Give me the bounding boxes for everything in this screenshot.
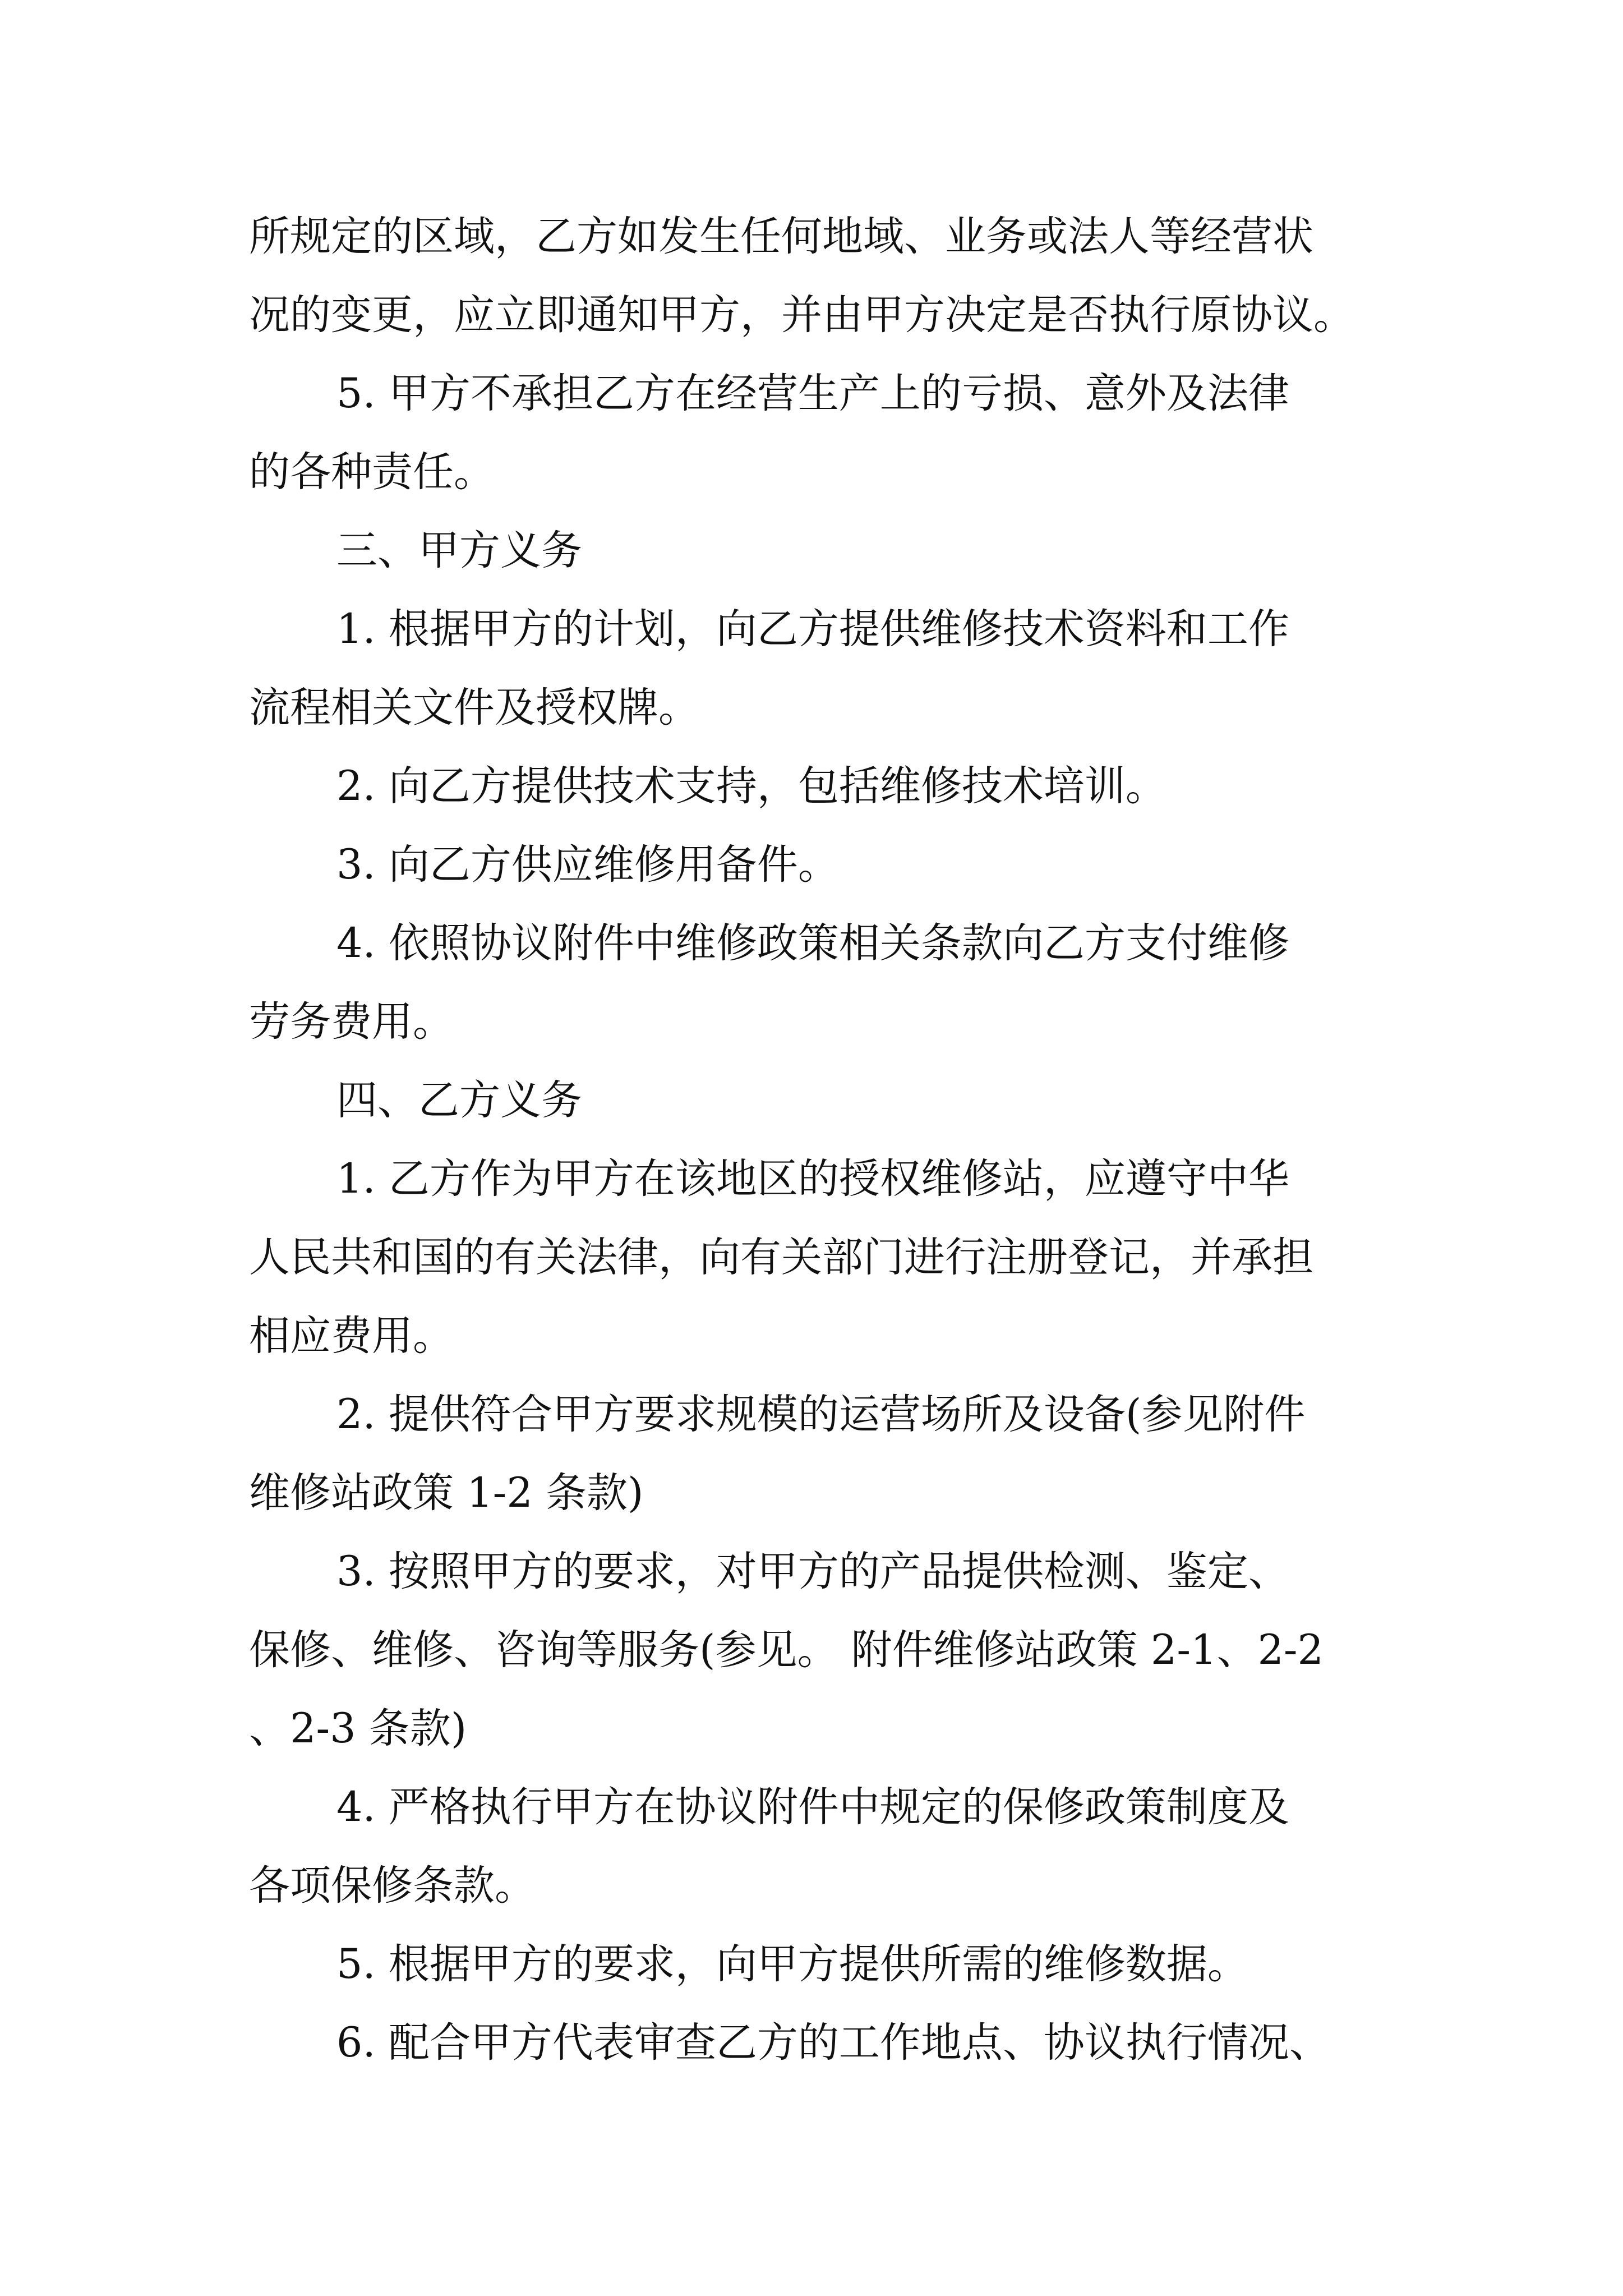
- text-line: 4. 依照协议附件中维修政策相关条款向乙方支付维修: [336, 919, 1289, 967]
- text-line: 的各种责任。: [249, 448, 495, 496]
- section-heading: 三、甲方义务: [336, 527, 582, 574]
- text-line: 况的变更，应立即通知甲方，并由甲方决定是否执行原协议。: [249, 291, 1354, 339]
- text-line: 流程相关文件及授权牌。: [249, 684, 699, 731]
- text-line: 3. 按照甲方的要求，对甲方的产品提供检测、鉴定、: [336, 1548, 1289, 1595]
- text-line: 、2-3 条款): [249, 1705, 467, 1752]
- text-line: 5. 根据甲方的要求，向甲方提供所需的维修数据。: [336, 1940, 1248, 1988]
- text-line: 相应费用。: [249, 1312, 454, 1360]
- text-line: 1. 根据甲方的计划，向乙方提供维修技术资料和工作: [336, 605, 1289, 653]
- text-line: 各项保修条款。: [249, 1862, 536, 1910]
- text-line: 1. 乙方作为甲方在该地区的授权维修站，应遵守中华: [336, 1155, 1289, 1203]
- text-line: 人民共和国的有关法律，向有关部门进行注册登记，并承担: [249, 1234, 1313, 1281]
- text-line: 6. 配合甲方代表审查乙方的工作地点、协议执行情况、: [336, 2019, 1330, 2067]
- text-line: 2. 向乙方提供技术支持，包括维修技术培训。: [336, 762, 1166, 810]
- text-line: 2. 提供符合甲方要求规模的运营场所及设备(参见附件: [336, 1391, 1306, 1438]
- text-line: 所规定的区域，乙方如发生任何地域、业务或法人等经营状: [249, 213, 1313, 260]
- text-line: 维修站政策 1-2 条款): [249, 1469, 644, 1517]
- text-line: 保修、维修、咨询等服务(参见。 附件维修站政策 2-1、2-2: [249, 1626, 1324, 1674]
- section-heading: 四、乙方义务: [336, 1076, 582, 1124]
- text-line: 5. 甲方不承担乙方在经营生产上的亏损、意外及法律: [336, 370, 1289, 417]
- text-line: 4. 严格执行甲方在协议附件中规定的保修政策制度及: [336, 1783, 1289, 1831]
- text-line: 劳务费用。: [249, 998, 454, 1046]
- text-line: 3. 向乙方供应维修用备件。: [336, 841, 839, 889]
